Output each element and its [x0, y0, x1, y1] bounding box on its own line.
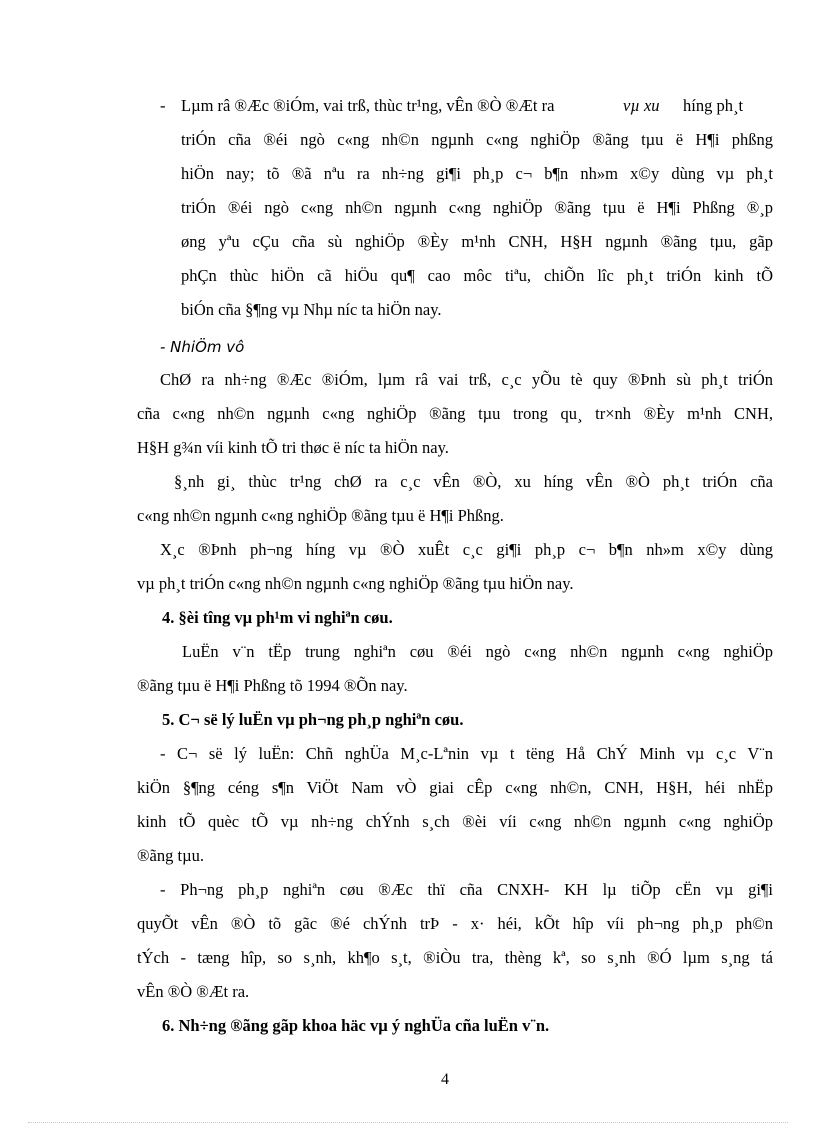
text-line: ®ãng tµu.: [137, 846, 204, 865]
text-line: - Ph¬ng ph¸p nghiªn cøu ®Æc thï cña CNXH- KH lµ tiÕp cËn vµ gi¶i: [160, 880, 773, 899]
page-number: 4: [441, 1071, 449, 1088]
text-line: híng ph¸t: [683, 96, 744, 115]
text-line: Lµm râ ®Æc ®iÓm, vai trß, thùc tr¹ng, vÊn ®Ò ®Æt ra: [181, 96, 555, 115]
section-heading-6: 6. Nh÷ng ®ãng gãp khoa häc vµ ý nghÜa cña luËn v¨n.: [162, 1016, 550, 1035]
text-line: biÓn cña §¶ng vµ Nhµ níc ta hiÖn nay.: [181, 300, 442, 319]
text-line: c«ng nh©n ngµnh c«ng nghiÖp ®ãng tµu ë H¶i Phßng.: [137, 506, 504, 525]
section-heading-5: 5. C¬ së lý luËn vµ ph¬ng ph¸p nghiªn cøu.: [162, 710, 464, 729]
text-line: vÊn ®Ò ®Æt ra.: [137, 982, 250, 1001]
text-line: kiÖn §¶ng céng s¶n ViÖt Nam vÒ giai cÊp c«ng nh©n, CNH, H§H, héi nhËp: [137, 778, 773, 797]
text-line: H§H g¾n víi kinh tÕ tri thøc ë níc ta hiÖn nay.: [137, 438, 449, 457]
text-line: ChØ ra nh÷ng ®Æc ®iÓm, lµm râ vai trß, c¸c yÕu tè quy ®Þnh sù ph¸t triÓn: [160, 370, 773, 389]
text-line: hiÖn nay; tõ ®ã nªu ra nh÷ng gi¶i ph¸p c¬ b¶n nh»m x©y dùng vµ ph¸t: [181, 164, 773, 183]
text-line: øng yªu cÇu cña sù nghiÖp ®Èy m¹nh CNH, H§H ngµnh ®ãng tµu, gãp: [181, 232, 773, 251]
section-label-italic: - NhiÖm vô: [160, 338, 245, 356]
bullet-dash: -: [160, 96, 166, 115]
text-line: quyÕt vÊn ®Ò tõ gãc ®é chÝnh trÞ - x· héi, kÕt hîp víi ph¬ng ph¸p ph©n: [137, 914, 773, 933]
text-line: - C¬ së lý luËn: Chñ nghÜa M¸c-Lªnin vµ t tëng Hå ChÝ Minh vµ c¸c V¨n: [160, 744, 773, 763]
text-line: triÓn cña ®éi ngò c«ng nh©n ngµnh c«ng nghiÖp ®ãng tµu ë H¶i phßng: [181, 130, 773, 149]
text-line: X¸c ®Þnh ph¬ng híng vµ ®Ò xuÊt c¸c gi¶i ph¸p c¬ b¶n nh»m x©y dùng: [160, 540, 773, 559]
text-line: kinh tÕ quèc tÕ vµ nh÷ng chÝnh s¸ch ®èi víi c«ng nh©n ngµnh c«ng nghiÖp: [137, 812, 773, 831]
text-line-italic: vµ xu: [623, 96, 660, 115]
text-line: ®ãng tµu ë H¶i Phßng tõ 1994 ®Õn nay.: [137, 676, 408, 695]
section-heading-4: 4. §èi tîng vµ ph¹m vi nghiªn cøu.: [162, 608, 393, 627]
text-line: vµ ph¸t triÓn c«ng nh©n ngµnh c«ng nghiÖp ®ãng tµu hiÖn nay.: [137, 574, 574, 593]
text-line: §¸nh gi¸ thùc tr¹ng chØ ra c¸c vÊn ®Ò, xu híng vÊn ®Ò ph¸t triÓn cña: [174, 472, 773, 491]
text-line: tÝch - tæng hîp, so s¸nh, kh¶o s¸t, ®iÒu tra, thèng kª, so s¸nh ®Ó lµm s¸ng tá: [137, 948, 773, 967]
text-line: cña c«ng nh©n ngµnh c«ng nghiÖp ®ãng tµu trong qu¸ tr×nh ®Èy m¹nh CNH,: [137, 404, 773, 423]
text-line: LuËn v¨n tËp trung nghiªn cøu ®éi ngò c«ng nh©n ngµnh c«ng nghiÖp: [182, 642, 773, 661]
text-line: triÓn ®éi ngò c«ng nh©n ngµnh c«ng nghiÖp ®ãng tµu ë H¶i Phßng ®¸p: [181, 198, 773, 217]
text-line: phÇn thùc hiÖn cã hiÖu qu¶ cao môc tiªu, chiÕn lîc ph¸t triÓn kinh tÕ: [181, 266, 773, 285]
